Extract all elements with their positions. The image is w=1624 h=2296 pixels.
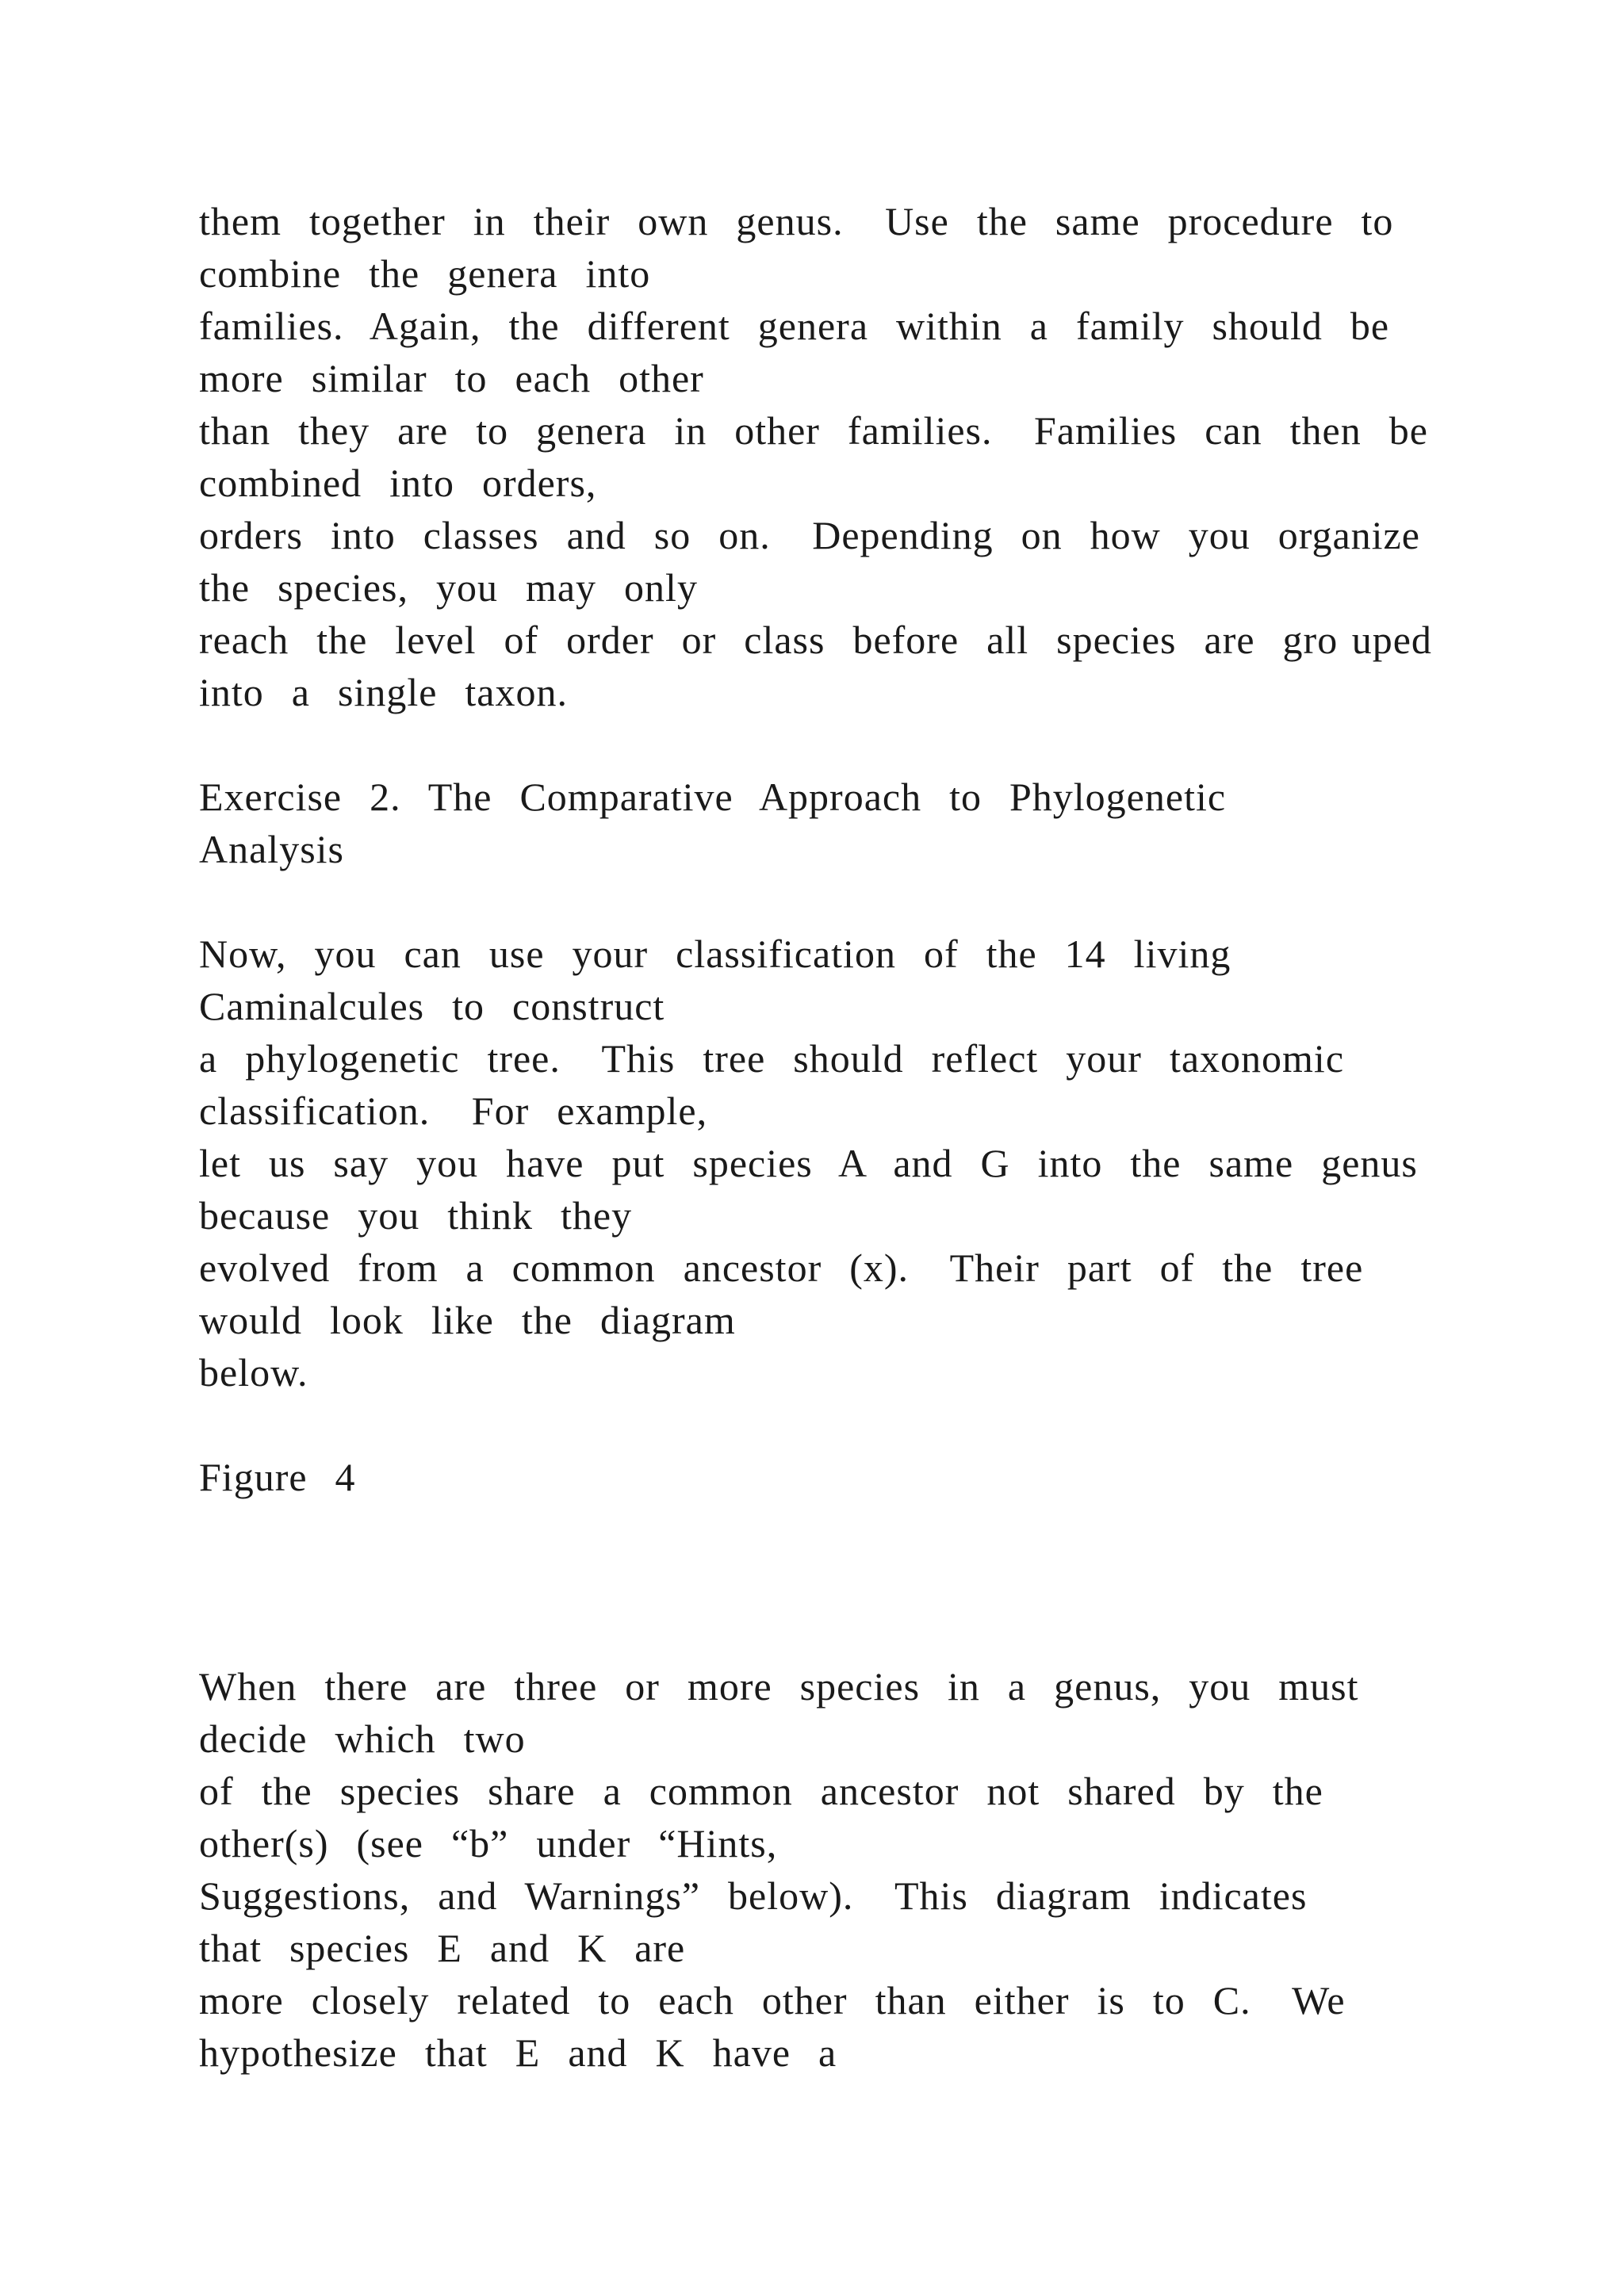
- text-line: let us say you have put species A and G into the same genus: [199, 1141, 1418, 1185]
- paragraph-spacer: [199, 875, 1500, 928]
- text-line: hypothesize that E and K have a: [199, 2030, 837, 2075]
- text-line: a phylogenetic tree. This tree should reflect your taxonomic: [199, 1036, 1345, 1081]
- text-line: other(s) (see “b” under “Hints,: [199, 1821, 778, 1866]
- figure-label: Figure 4: [199, 1455, 356, 1499]
- paragraph-spacer: [199, 1399, 1500, 1451]
- text-line: because you think they: [199, 1193, 633, 1238]
- text-line: families. Again, the different genera within a family should be: [199, 304, 1390, 348]
- text-line: more closely related to each other than either is to C. We: [199, 1978, 1346, 2022]
- text-line: that species E and K are: [199, 1926, 686, 1970]
- paragraph-spacer: [199, 718, 1500, 771]
- text-line: combined into orders,: [199, 461, 597, 505]
- text-line: When there are three or more species in a genus, you must: [199, 1664, 1359, 1709]
- text-line: more similar to each other: [199, 356, 704, 400]
- paragraph-phylogenetic-tree: [199, 928, 1500, 1399]
- text-line: decide which two: [199, 1716, 526, 1761]
- text-line: would look like the diagram: [199, 1298, 736, 1342]
- text-line: evolved from a common ancestor (x). Their part of the tree: [199, 1246, 1364, 1290]
- text-line: Suggestions, and Warnings” below). This diagram indicates: [199, 1873, 1308, 1918]
- paragraph-common-ancestor: [199, 1660, 1500, 2079]
- heading-line: Exercise 2. The Comparative Approach to Phylogenetic: [199, 775, 1227, 819]
- text-line: the species, you may only: [199, 565, 698, 610]
- figure-spacer: [199, 1503, 1500, 1660]
- text-line: below.: [199, 1350, 308, 1395]
- text-line: into a single taxon.: [199, 670, 568, 714]
- heading-line: Analysis: [199, 827, 344, 871]
- text-line: combine the genera into: [199, 251, 651, 296]
- text-line: of the species share a common ancestor not shared by the: [199, 1769, 1323, 1813]
- text-line: reach the level of order or class before all species are gro uped: [199, 618, 1432, 662]
- paragraph-classification: [199, 195, 1500, 718]
- text-line: them together in their own genus. Use the same procedure to: [199, 199, 1394, 243]
- text-line: orders into classes and so on. Depending on how you organize: [199, 513, 1420, 557]
- exercise-heading: [199, 771, 1500, 875]
- document-page: [199, 195, 1500, 2079]
- text-line: classification. For example,: [199, 1089, 708, 1133]
- text-line: Caminalcules to construct: [199, 984, 665, 1028]
- text-line: than they are to genera in other families. Families can then be: [199, 408, 1428, 453]
- text-line: Now, you can use your classification of the 14 living: [199, 932, 1231, 976]
